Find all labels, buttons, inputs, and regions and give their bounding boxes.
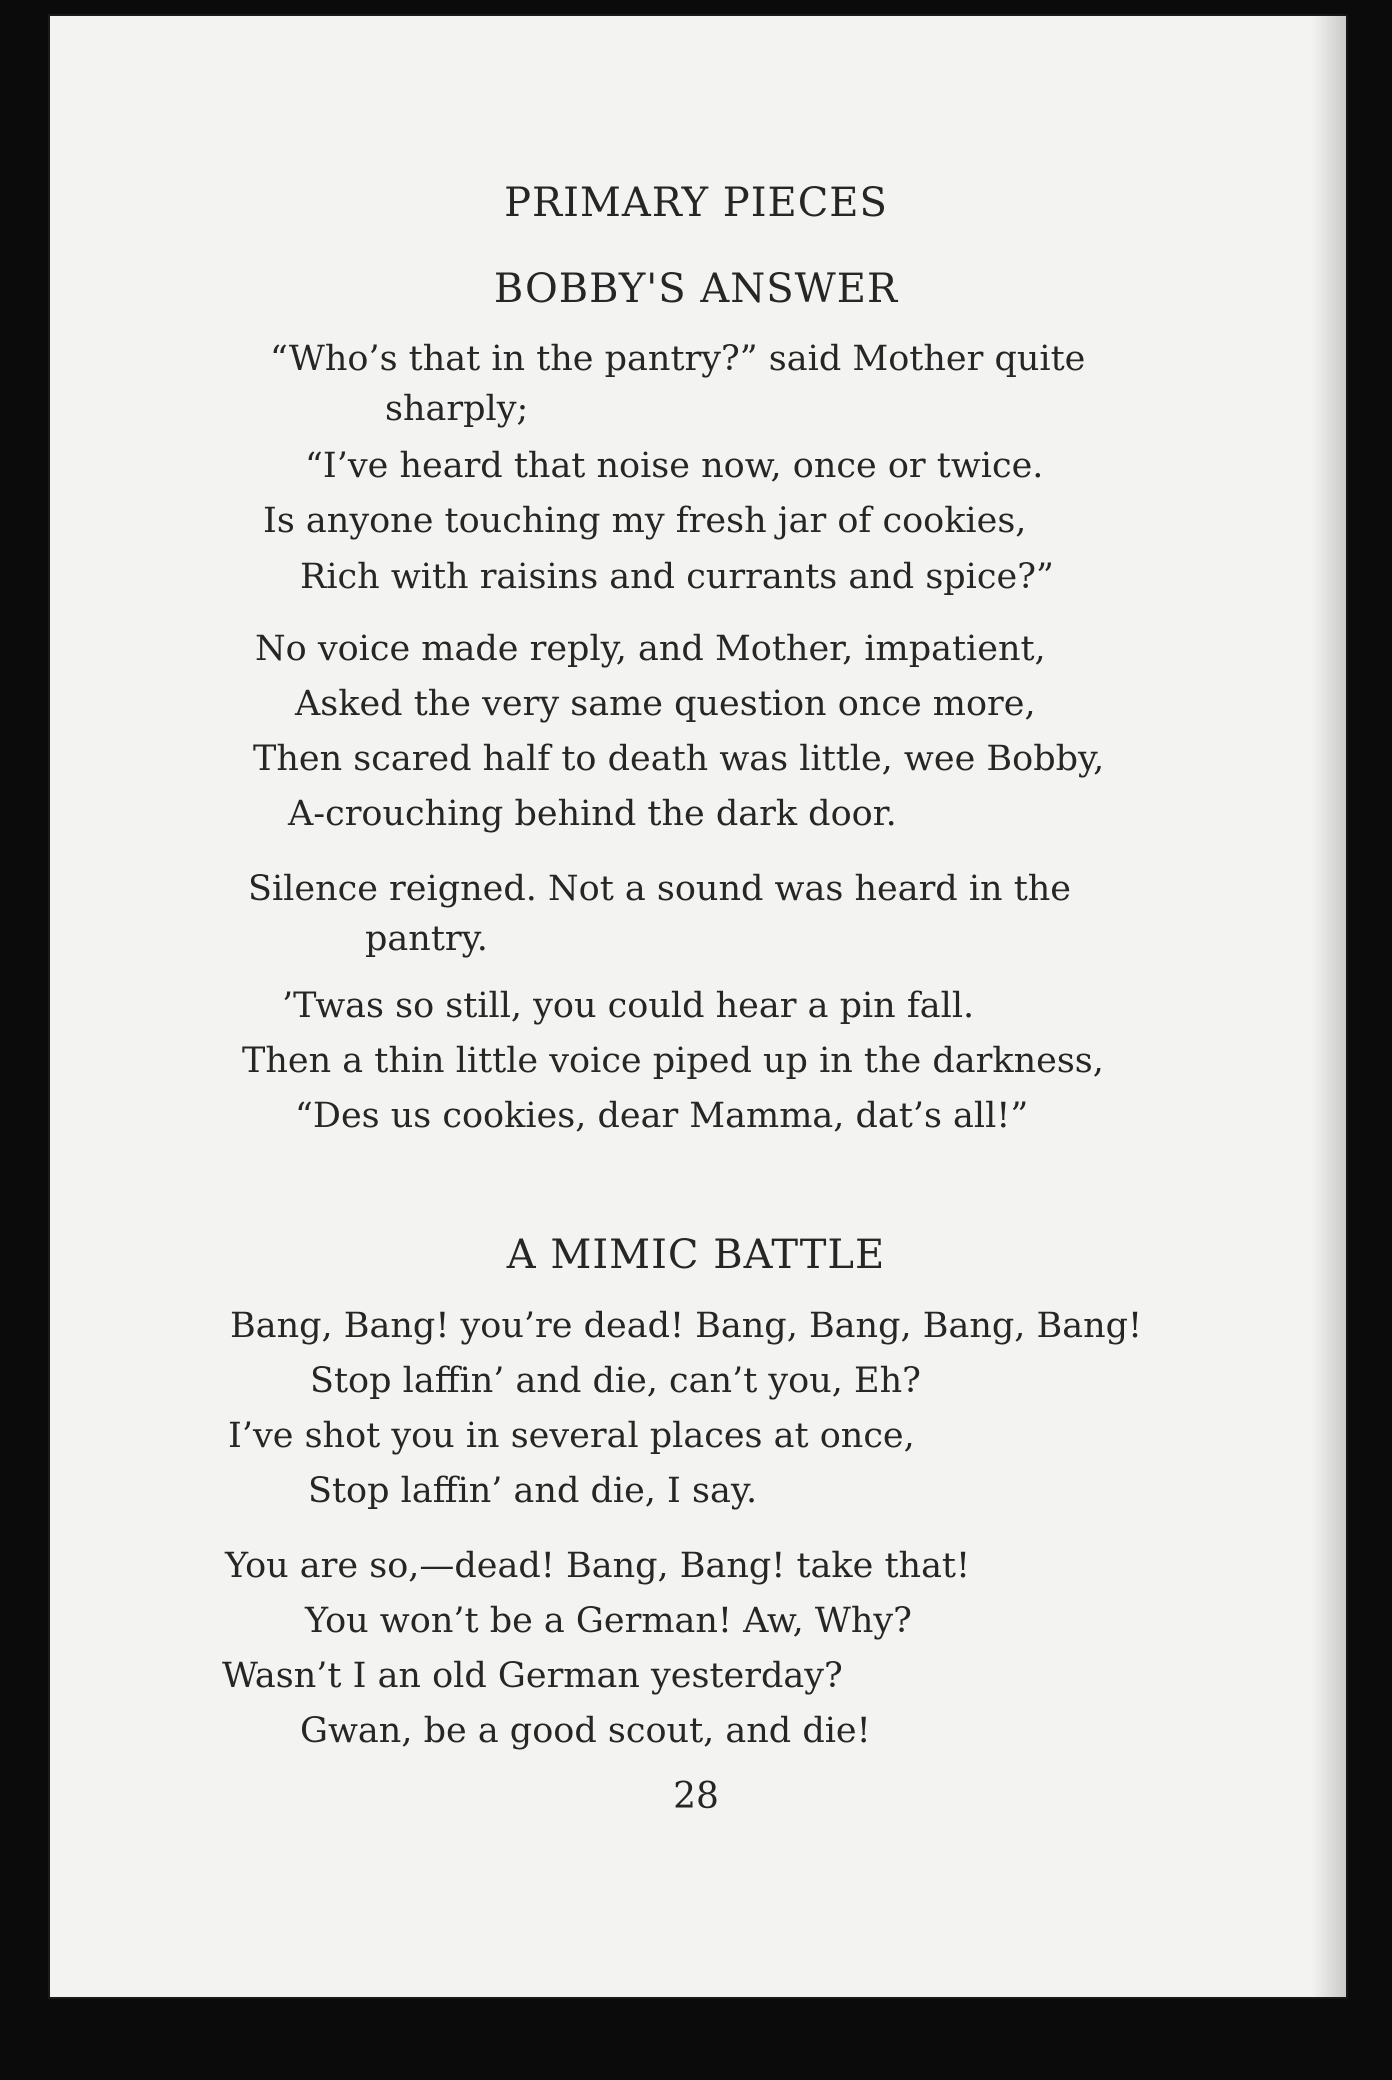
poem-line: Rich with raisins and currants and spice?” (300, 557, 1054, 597)
poem-line: No voice made reply, and Mother, impatient, (255, 629, 1046, 669)
poem-line: pantry. (365, 919, 488, 959)
poem-line: Stop laffin’ and die, can’t you, Eh? (310, 1361, 921, 1401)
poem-line: You are so,—dead! Bang, Bang! take that! (225, 1546, 971, 1586)
poem-title-bobbys-answer: BOBBY'S ANSWER (493, 266, 899, 312)
poem-line: Stop laffin’ and die, I say. (308, 1471, 758, 1511)
poem-line: sharply; (385, 389, 529, 429)
page-number: 28 (673, 1776, 719, 1817)
poem-line: Then a thin little voice piped up in the darkness, (242, 1041, 1104, 1081)
poem-line: ’Twas so still, you could hear a pin fall. (282, 986, 975, 1026)
poem-line: Bang, Bang! you’re dead! Bang, Bang, Bang, Bang! (230, 1306, 1143, 1346)
poem-line: A-crouching behind the dark door. (288, 794, 897, 834)
poem-line: “Des us cookies, dear Mamma, dat’s all!” (295, 1096, 1029, 1136)
poem-line (270, 338, 1205, 380)
poem-line: Then scared half to death was little, wee Bobby, (253, 739, 1105, 779)
poem-title-a-mimic-battle: A MIMIC BATTLE (506, 1232, 886, 1278)
poem-line-text: “Who’s that in the pantry?” said Mother quite (270, 339, 1086, 379)
poem-line: You won’t be a German! Aw, Why? (305, 1601, 912, 1641)
poem-line: Asked the very same question once more, (295, 684, 1036, 724)
poem-line: Gwan, be a good scout, and die! (300, 1711, 871, 1751)
poem-line: Wasn’t I an old German yesterday? (222, 1656, 843, 1696)
running-header: PRIMARY PIECES (504, 180, 888, 226)
poem-line: “I’ve heard that noise now, once or twice. (305, 446, 1044, 486)
poem-line: Is anyone touching my fresh jar of cookies, (263, 501, 1027, 541)
poem-line: I’ve shot you in several places at once, (228, 1416, 915, 1456)
poem-line: Silence reigned. Not a sound was heard in the (248, 869, 1072, 909)
